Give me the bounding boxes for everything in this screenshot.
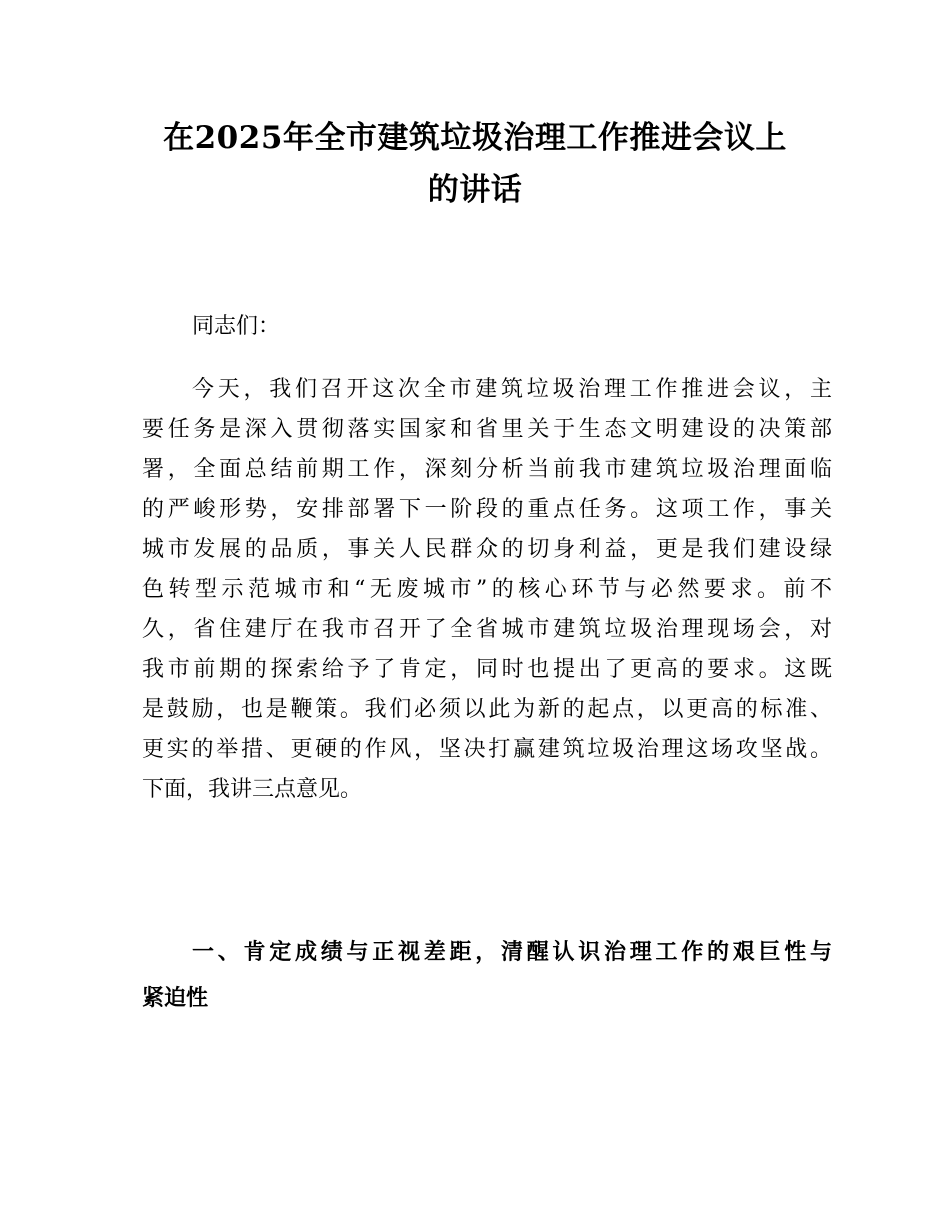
paragraph-line: 是鼓励，也是鞭策。我们必须以此为新的起点，以更高的标准、: [142, 697, 832, 722]
paragraph-line: 久，省住建厅在我市召开了全省城市建筑垃圾治理现场会，对: [142, 617, 832, 642]
paragraph-line: 色转型示范城市和“无废城市”的核心环节与必然要求。前不: [142, 577, 832, 602]
paragraph-line: 署，全面总结前期工作，深刻分析当前我市建筑垃圾治理面临: [142, 457, 832, 482]
heading-line-2: 紧迫性: [142, 986, 209, 1011]
paragraph-line: 要任务是深入贯彻落实国家和省里关于生态文明建设的决策部: [142, 417, 832, 442]
greeting: 同志们：: [192, 314, 281, 339]
paragraph-line: 下面，我讲三点意见。: [142, 777, 363, 802]
paragraph-line: 的严峻形势，安排部署下一阶段的重点任务。这项工作，事关: [142, 497, 832, 522]
document-title: [120, 112, 830, 216]
intro-paragraph: [142, 370, 832, 810]
title-line-2: 的讲话: [427, 172, 523, 208]
section-heading-1: [142, 930, 832, 1022]
paragraph-line: 城市发展的品质，事关人民群众的切身利益，更是我们建设绿: [142, 537, 832, 562]
heading-line-1: 一、肯定成绩与正视差距，清醒认识治理工作的艰巨性与: [192, 940, 832, 965]
paragraph-line: 今天，我们召开这次全市建筑垃圾治理工作推进会议，主: [192, 377, 832, 402]
title-line-1: 在2025年全市建筑垃圾治理工作推进会议上: [163, 120, 787, 156]
paragraph-line: 更实的举措、更硬的作风，坚决打赢建筑垃圾治理这场攻坚战。: [142, 737, 832, 762]
paragraph-line: 我市前期的探索给予了肯定，同时也提出了更高的要求。这既: [142, 657, 832, 682]
